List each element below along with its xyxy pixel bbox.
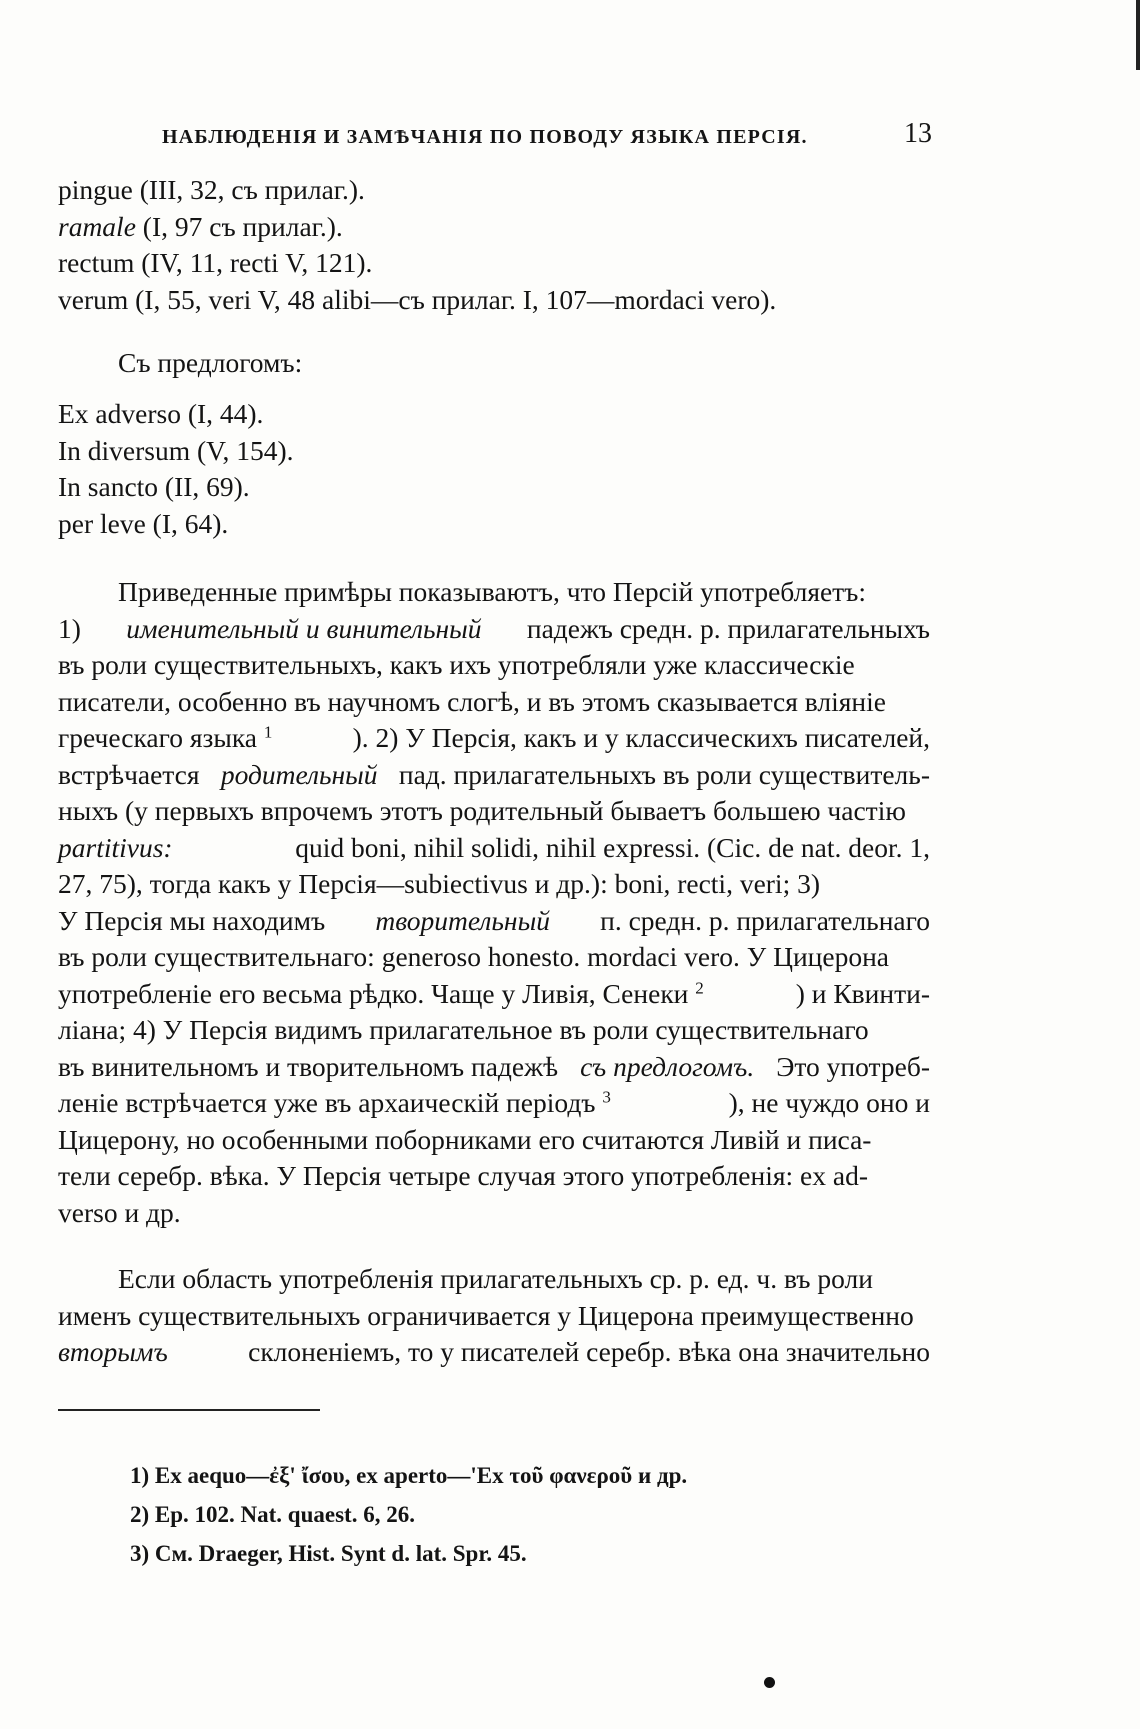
text-line: Цицерону, но особенными поборниками его считаются Ливій и писа- <box>58 1123 872 1155</box>
footnote-ref: 3 <box>602 1087 611 1107</box>
footnote: 2) Ep. 102. Nat. quaest. 6, 26. <box>130 1502 415 1527</box>
page-header <box>162 118 932 158</box>
text-line: греческаго языка $^1$ ). 2) У Персія, какъ и у классическихъ писателей, <box>58 722 930 753</box>
text-line: partitivus: quid boni, nihil solidi, nihil expressi. (Cic. de nat. deor. 1, <box>58 831 930 863</box>
text-line: вторымъ склоненіемъ, то у писателей серебр. вѣка она значительно <box>58 1336 930 1367</box>
text-line: леніе встрѣчается уже въ архаическій періодъ $^3$ ), не чуждо оно и <box>58 1087 930 1118</box>
list-item: ramale (I, 97 съ прилаг.). <box>58 210 343 242</box>
text-line: въ роли существительнаго: generoso honesto. mordaci vero. У Цицерона <box>58 941 890 972</box>
text-line: ныхъ (у первыхъ впрочемъ этотъ родительный бываетъ большею частію <box>58 795 906 826</box>
footnote-ref: 1 <box>263 722 273 742</box>
running-head: НАБЛЮДЕНІЯ И ЗАМѢЧАНІЯ ПО ПОВОДУ ЯЗЫКА ПЕРСІЯ. <box>162 126 808 148</box>
preposition-examples-list <box>58 396 938 542</box>
page-number: 13 <box>904 118 932 149</box>
text-line: тели серебр. вѣка. У Персія четыре случая этого употребленія: ex ad- <box>58 1160 868 1191</box>
footnotes <box>130 1456 687 1573</box>
text-line: употребленіе его весьма рѣдко. Чаще у Ливія, Сенеки $^2$ ) и Квинти- <box>58 977 930 1009</box>
list-item: pingue (III, 32, съ прилаг.). <box>58 174 365 205</box>
list-item: per leve (I, 64). <box>58 507 229 539</box>
text-line: verso и др. <box>58 1196 181 1228</box>
preposition-subheading: Съ предлогомъ: <box>118 347 303 378</box>
scan-edge-line <box>1136 0 1140 70</box>
text-line: именъ существительныхъ ограничивается у Цицерона преимущественно <box>58 1299 914 1331</box>
footnote: 3) См. Draeger, Hist. Synt d. lat. Spr. 45. <box>130 1541 527 1566</box>
adjective-examples-list <box>58 172 938 318</box>
text-line: въ роли существительныхъ, какъ ихъ употребляли уже классическіе <box>58 649 855 680</box>
text-line: ліана; 4) У Персія видимъ прилагательное въ роли существительнаго <box>58 1014 869 1045</box>
text-line: Приведенные примѣры показываютъ, что Персій употребляетъ: <box>118 576 867 607</box>
text-line: писатели, особенно въ научномъ слогѣ, и въ этомъ сказывается вліяніе <box>58 685 886 717</box>
text-line: Если область употребленія прилагательныхъ ср. р. ед. ч. въ роли <box>118 1263 873 1294</box>
footnote-separator <box>58 1409 320 1411</box>
footnote: 1) Ex aequo—ἐξ' ἴσου, ex aperto—'Ex τοῦ φανεροῦ и др. <box>130 1463 688 1488</box>
text-line: 1) именительный и винительный падежъ средн. р. прилагательныхъ <box>58 612 930 644</box>
list-item: verum (I, 55, veri V, 48 alibi—съ прилаг. I, 107—mordaci vero). <box>58 283 777 315</box>
list-item: rectum (IV, 11, recti V, 121). <box>58 247 373 278</box>
ink-spot <box>764 1677 775 1688</box>
text-line: У Персія мы находимъ творительный п. средн. р. прилагательнаго <box>58 904 930 936</box>
text-line: встрѣчается родительный пад. прилагательныхъ въ роли существитель- <box>58 758 930 790</box>
list-item: Ex adverso (I, 44). <box>58 398 264 429</box>
list-item: In diversum (V, 154). <box>58 434 294 466</box>
footnote-ref: 2 <box>695 978 704 998</box>
body-paragraph-1 <box>58 574 930 1231</box>
text-line: 27, 75), тогда какъ у Персія—subiectivus и др.): boni, recti, veri; 3) <box>58 868 820 899</box>
list-item: In sancto (II, 69). <box>58 471 250 502</box>
text-line: въ винительномъ и творительномъ падежѣ съ предлогомъ. Это употреб- <box>58 1050 930 1082</box>
body-paragraph-2 <box>58 1261 930 1371</box>
